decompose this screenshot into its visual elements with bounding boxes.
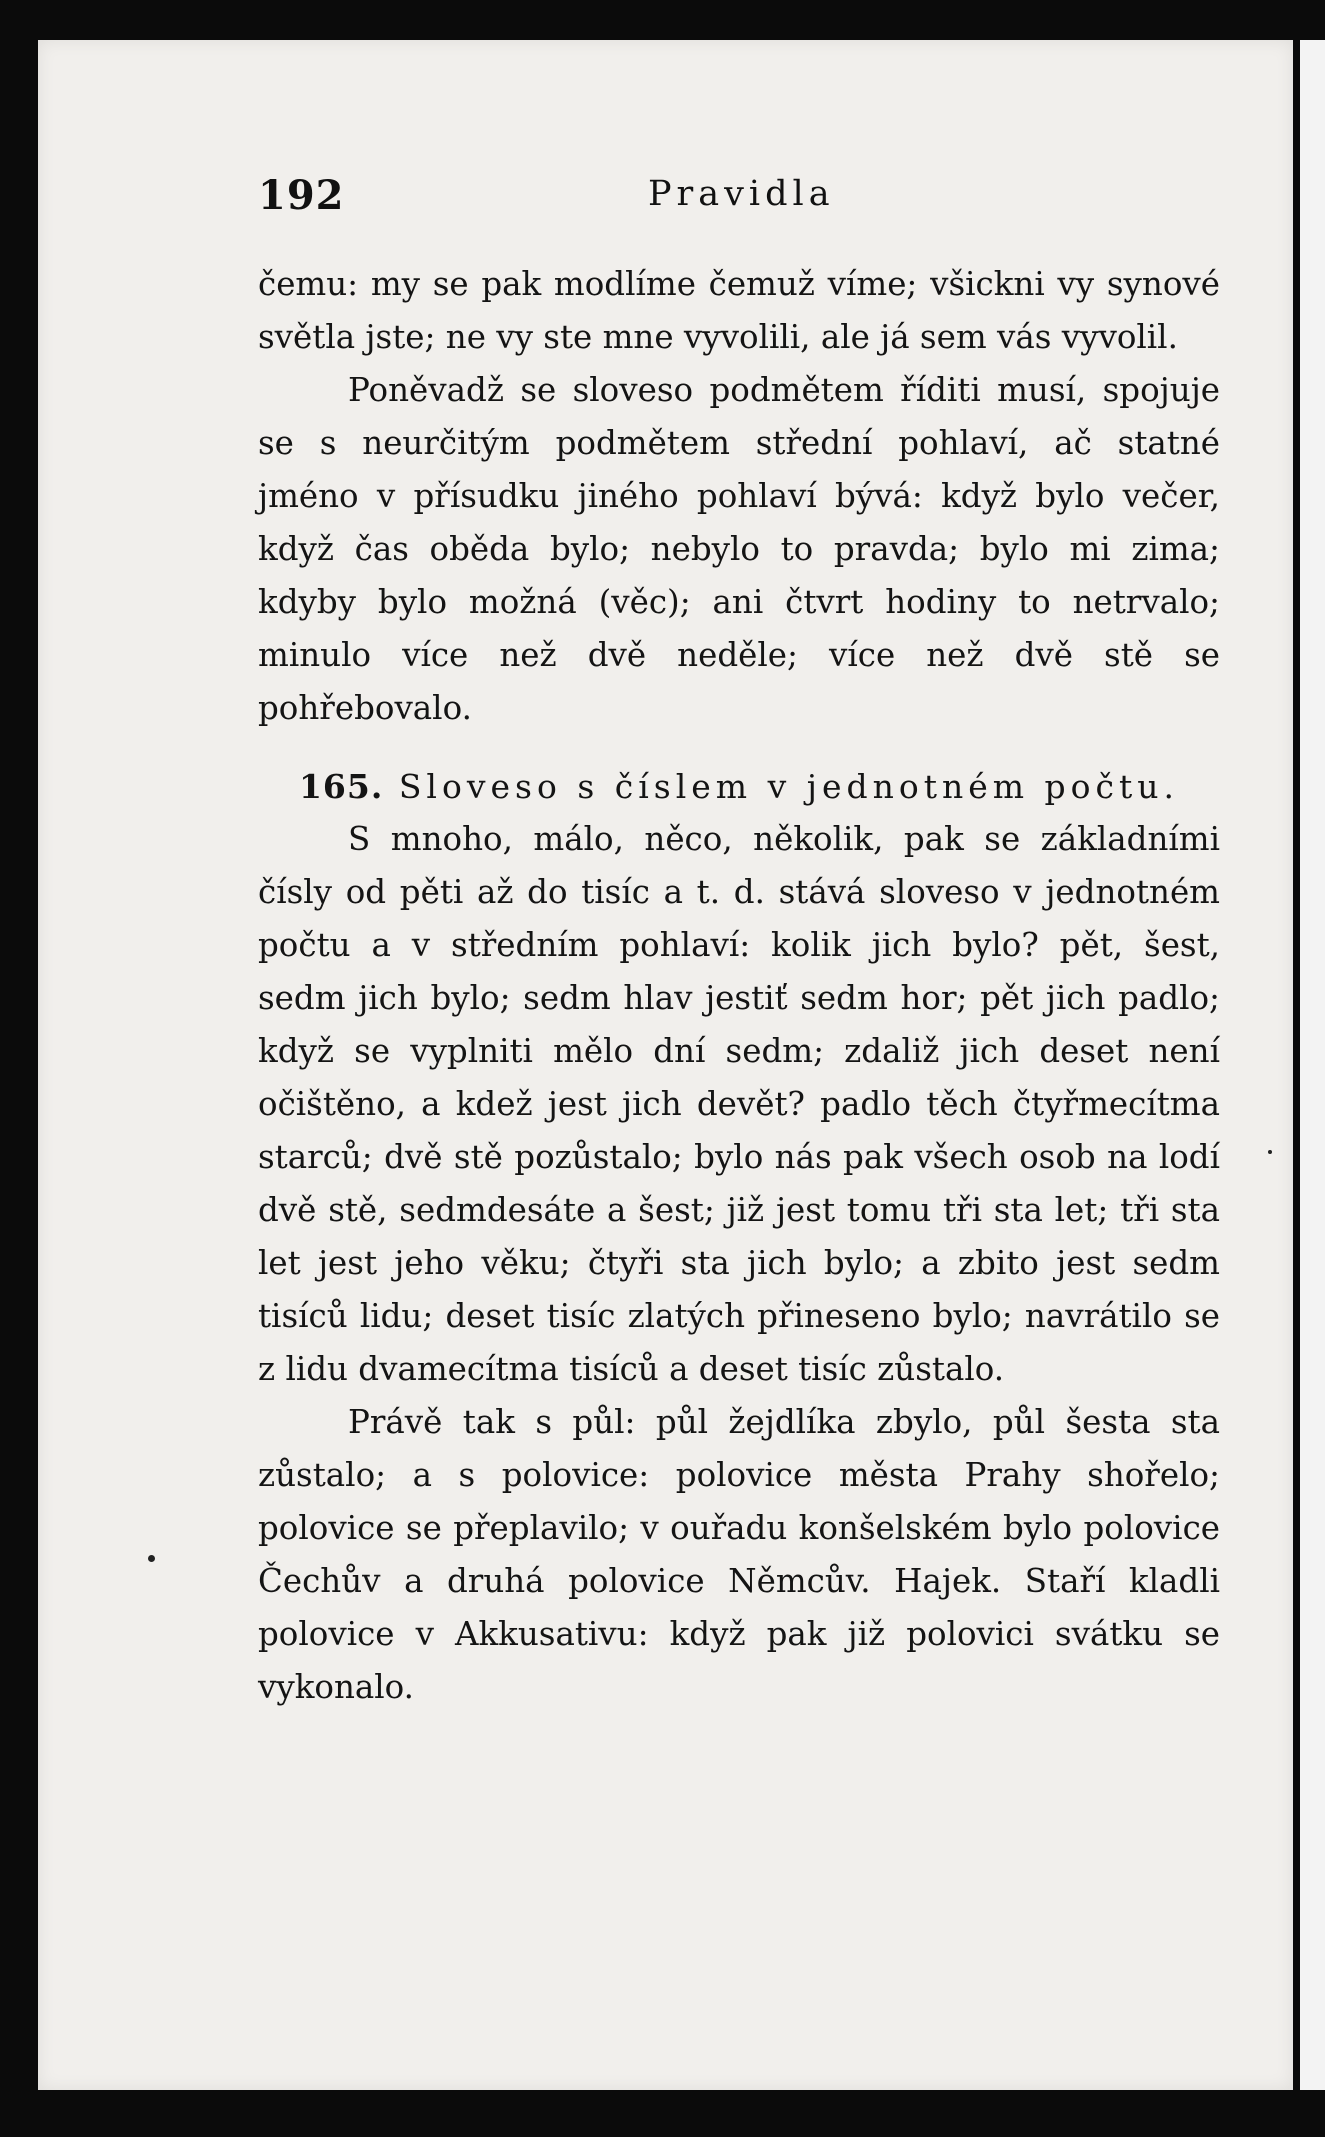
scan-speck bbox=[148, 1555, 155, 1562]
body-text bbox=[258, 258, 1220, 1714]
page-header bbox=[258, 172, 858, 224]
page-number: 192 bbox=[258, 172, 345, 219]
scan-speck bbox=[1268, 1150, 1272, 1154]
section-heading bbox=[258, 761, 1220, 813]
paragraph-numerals: S mnoho, málo, něco, několik, pak se základními čísly od pěti až do tisíc a t. d. stává sloveso v jednotném počtu a v středním pohlaví: kolik jich bylo? pět, šest, sedm jich bylo; sedm hlav jestiť sedm hor; pět jich padlo; když se vyplniti mělo dní sedm; zdaliž jich deset není očištěno, a kdež jest jich devět? padlo těch čtyřmecítma starců; dvě stě pozůstalo; bylo nás pak všech osob na lodí dvě stě, sedmdesáte a šest; již jest tomu tři sta let; tři sta let jest jeho věku; čtyři sta jich bylo; a zbito jest sedm tisíců lidu; deset tisíc zlatých přineseno bylo; navrátilo se z lidu dvamecítma tisíců a deset tisíc zůstalo. bbox=[258, 820, 1220, 1388]
section-title: Sloveso s číslem v jednotném počtu. bbox=[398, 767, 1180, 806]
section-number: 165. bbox=[298, 767, 384, 806]
paragraph-pul-polovice: Právě tak s půl: půl žejdlíka zbylo, půl šesta sta zůstalo; a s polovice: polovice města Prahy shořelo; polovice se přeplavilo; v ouřadu konšelském bylo polovice Čechův a druhá polovice Němcův. Hajek. Staří kladli polovice v Akkusativu: když pak již polovici svátku se vykonalo. bbox=[258, 1403, 1220, 1706]
paragraph-continuation: čemu: my se pak modlíme čemuž víme; všickni vy synové světla jste; ne vy ste mne vyvolili, ale já sem vás vyvolil. bbox=[258, 265, 1220, 356]
paragraph-subject-gender: Poněvadž se sloveso podmětem říditi musí, spojuje se s neurčitým podmětem střední pohlaví, ač statné jméno v přísudku jiného pohlaví bývá: když bylo večer, když čas oběda bylo; nebylo to pravda; bylo mi zima; kdyby bylo možná (věc); ani čtvrt hodiny to netrvalo; minulo více než dvě neděle; více než dvě stě se pohřebovalo. bbox=[258, 371, 1220, 727]
adjacent-page-edge bbox=[1300, 40, 1325, 2090]
running-head: Pravidla bbox=[648, 174, 835, 214]
